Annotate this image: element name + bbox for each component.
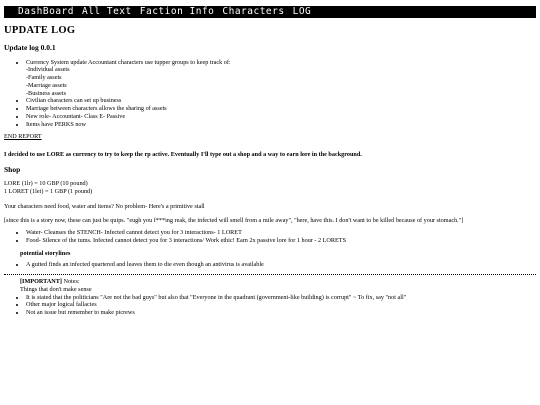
list-item: • Marriage between characters allows the sharing of assets bbox=[26, 105, 536, 113]
nav-characters[interactable]: Characters bbox=[222, 6, 285, 18]
list-item: • A gutted finds an infected quartered and leaves them to die even though an antivirus is available bbox=[26, 261, 536, 269]
currency-sub-item: -Individual assets bbox=[26, 66, 70, 74]
list-item: • New role- Accountant- Class E- Passive bbox=[26, 113, 536, 121]
shop-items-list bbox=[4, 229, 536, 245]
nav-dashboard[interactable]: DashBoard bbox=[18, 6, 74, 18]
shop-heading: Shop bbox=[4, 164, 21, 174]
notes-suffix: Notes: bbox=[61, 278, 80, 286]
currency-sub-item: -Business assets bbox=[26, 89, 67, 97]
dotted-divider bbox=[4, 274, 536, 275]
currency-sub-item: -Family assets bbox=[26, 74, 62, 81]
lore-statement: I decided to use LORE as currency to try to keep the rp active. Eventually I'll type out a shop and a way to earn lore in the background. bbox=[4, 151, 362, 158]
list-item: • Water- Cleanses the STENCH- Infected cannot detect you for 3 interactions- 1 LORET bbox=[26, 229, 536, 237]
rate-line: LORE (1lr) = 10 GBP (10 pound) bbox=[4, 180, 88, 188]
version-heading: Update log 0.0.1 bbox=[4, 43, 56, 53]
notes-list bbox=[4, 294, 536, 317]
list-item: • It is stated that the politicians "Are not the bad guys" but also that "Everyone in the quadrant (government-like building) is corrupt" ~ To fix, say "not all" bbox=[26, 294, 536, 302]
end-report-link[interactable]: END REPORT bbox=[4, 133, 42, 141]
exchange-rates bbox=[4, 180, 536, 196]
nav-all-text[interactable]: All Text bbox=[81, 6, 132, 18]
notes-intro: Things that don't make sense bbox=[20, 285, 92, 293]
update-list bbox=[4, 59, 536, 129]
list-item: • Items have PERKS now bbox=[26, 121, 536, 129]
storylines-heading: potential storylines bbox=[20, 249, 71, 257]
nav-log[interactable]: LOG bbox=[292, 6, 312, 18]
list-item bbox=[26, 59, 536, 98]
storylines-list bbox=[4, 261, 536, 269]
list-item: • Other major logical fallacies bbox=[26, 301, 536, 309]
currency-intro: Currency System update Accountant characters use tupper groups to keep track of: bbox=[26, 58, 231, 66]
notes-section bbox=[4, 278, 536, 294]
rate-line: 1 LORET (1lei) = 1 GBP (1 pound) bbox=[4, 187, 93, 195]
notes-label: [IMPORTANT] bbox=[20, 278, 62, 286]
list-item: • Food- Silence of the tums. Infected cannot detect you for 3 interactions/ Work ethic! Earn 2x passive lore for 1 hour - 2 LORETS bbox=[26, 237, 536, 245]
needs-text: Your characters need food, water and items? No problem- Here's a primitive stall bbox=[4, 202, 205, 210]
list-item: • Civilian characters can set up business bbox=[26, 97, 536, 105]
page-title: UPDATE LOG bbox=[4, 25, 76, 36]
nav-faction-info[interactable]: Faction Info bbox=[139, 6, 215, 18]
currency-sub-item: -Marriage assets bbox=[26, 81, 67, 89]
list-item: • Not an issue but remember to make picrews bbox=[26, 309, 536, 317]
top-nav-bar bbox=[4, 6, 536, 18]
story-note: [since this is a story now, these can just be quips. "eugh you f***ing reak, the infected will smell from a mile away", "here, have this. I don't want to be killed because of your stomach."] bbox=[4, 217, 464, 225]
